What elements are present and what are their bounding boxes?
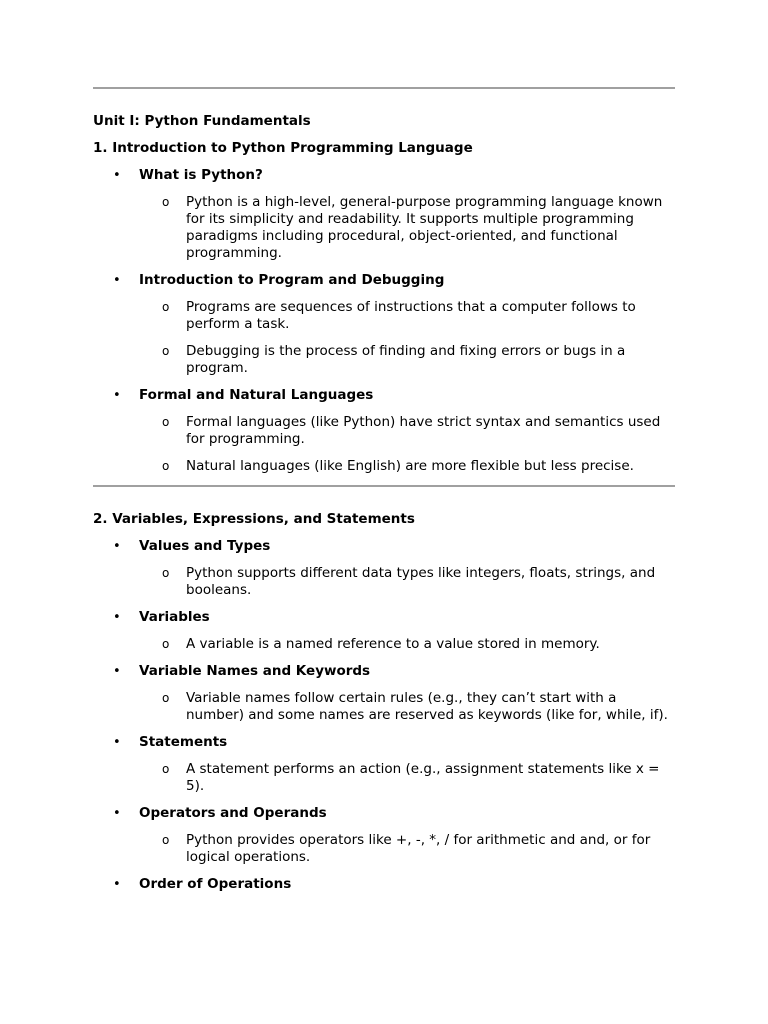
circle-bullet-icon: o [162, 415, 170, 429]
horizontal-rule-top [93, 87, 675, 89]
topic-item [93, 538, 675, 599]
topic-item [93, 272, 675, 377]
topic-label: Operators and Operands [139, 805, 327, 821]
point-list [139, 299, 675, 377]
circle-bullet-icon: o [162, 344, 170, 358]
section-title: 2. Variables, Expressions, and Statements [93, 511, 415, 527]
topic-item [93, 609, 675, 653]
circle-bullet-icon: o [162, 195, 170, 209]
point-text: Python provides operators like +, -, *, / for arithmetic and and, or for logical operations. [186, 832, 651, 865]
topic-label: Variable Names and Keywords [139, 663, 371, 679]
topic-list [93, 538, 675, 893]
topic-label: Statements [139, 734, 228, 750]
topic-label: Values and Types [139, 538, 271, 554]
point-list [139, 194, 675, 262]
bullet-icon: • [113, 168, 121, 183]
point-text: Variable names follow certain rules (e.g., they can’t start with a number) and some names are reserved as keywords (like for, while, if). [186, 690, 668, 723]
topic-label: Order of Operations [139, 876, 292, 892]
point-item [139, 565, 675, 599]
point-list [139, 565, 675, 599]
topic-item [93, 734, 675, 795]
bullet-icon: • [113, 273, 121, 288]
circle-bullet-icon: o [162, 762, 170, 776]
circle-bullet-icon: o [162, 459, 170, 473]
point-item [139, 761, 675, 795]
point-item [139, 636, 675, 653]
point-item [139, 414, 675, 448]
bullet-icon: • [113, 539, 121, 554]
horizontal-rule-divider [93, 485, 675, 487]
topic-item [93, 876, 675, 893]
bullet-icon: • [113, 806, 121, 821]
point-list [139, 690, 675, 724]
point-item [139, 299, 675, 333]
circle-bullet-icon: o [162, 566, 170, 580]
point-text: Python is a high-level, general-purpose programming language known for its simplicity and readability. It supports multiple programming paradigms including procedural, object-oriented, and functional programming. [186, 194, 663, 261]
point-list [139, 832, 675, 866]
point-list [139, 761, 675, 795]
circle-bullet-icon: o [162, 691, 170, 705]
point-text: Debugging is the process of finding and fixing errors or bugs in a program. [186, 343, 626, 376]
topic-label: Formal and Natural Languages [139, 387, 374, 403]
point-text: Natural languages (like English) are more flexible but less precise. [186, 458, 634, 474]
section-title: 1. Introduction to Python Programming Language [93, 140, 473, 156]
document-page [93, 0, 675, 893]
section-2 [93, 511, 675, 893]
topic-label: What is Python? [139, 167, 263, 183]
topic-list [93, 167, 675, 475]
point-list [139, 414, 675, 475]
section-1 [93, 140, 675, 475]
point-list [139, 636, 675, 653]
bullet-icon: • [113, 664, 121, 679]
point-item [139, 343, 675, 377]
topic-item [93, 663, 675, 724]
topic-item [93, 167, 675, 262]
point-text: Formal languages (like Python) have strict syntax and semantics used for programming. [186, 414, 661, 447]
point-text: A statement performs an action (e.g., assignment statements like x = 5). [186, 761, 660, 794]
bullet-icon: • [113, 388, 121, 403]
point-item [139, 458, 675, 475]
topic-label: Variables [139, 609, 210, 625]
point-item [139, 690, 675, 724]
circle-bullet-icon: o [162, 300, 170, 314]
topic-label: Introduction to Program and Debugging [139, 272, 445, 288]
point-text: Programs are sequences of instructions that a computer follows to perform a task. [186, 299, 636, 332]
bullet-icon: • [113, 877, 121, 892]
point-text: A variable is a named reference to a value stored in memory. [186, 636, 600, 652]
topic-item [93, 387, 675, 475]
bullet-icon: • [113, 735, 121, 750]
point-item [139, 194, 675, 262]
circle-bullet-icon: o [162, 833, 170, 847]
point-text: Python supports different data types like integers, floats, strings, and booleans. [186, 565, 656, 598]
unit-title: Unit I: Python Fundamentals [93, 113, 311, 129]
circle-bullet-icon: o [162, 637, 170, 651]
bullet-icon: • [113, 610, 121, 625]
topic-item [93, 805, 675, 866]
point-item [139, 832, 675, 866]
